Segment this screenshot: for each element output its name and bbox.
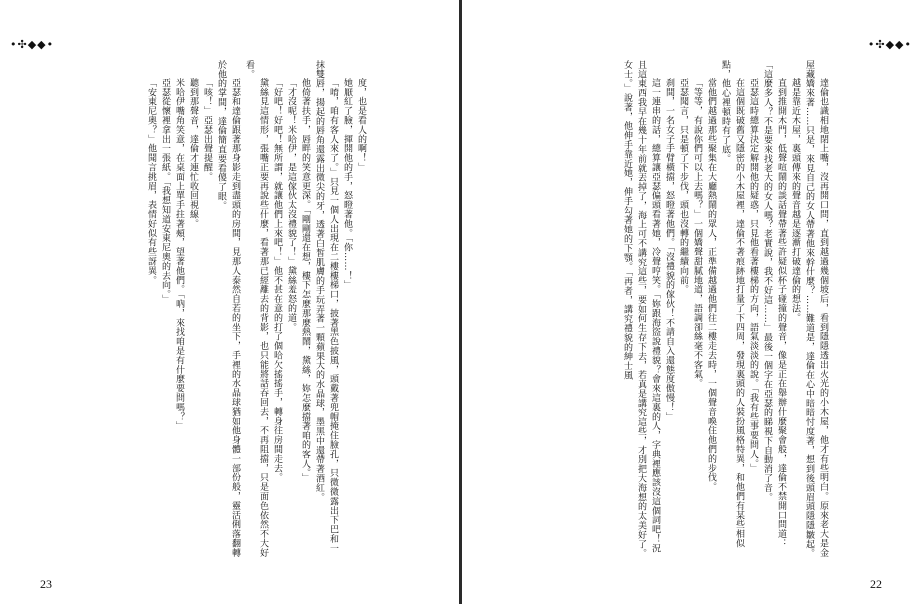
left-page-text (78, 60, 368, 560)
paragraph: 「咳！」亞瑟出聲提醒。 (202, 78, 212, 182)
right-page-text (558, 60, 830, 560)
page-number-right: 22 (870, 577, 882, 591)
paragraph: 「才沒呢！米哈伊，是這傢伙太沒禮貌了！」黛絲羞怒的道。 (286, 78, 296, 332)
paragraph: 達倫也識相地閉上嘴，沒再開口問，直到越過幾個坡后，看到隱隱透出火光的小木屋，他才有些明白。原來老大是金屋藏嬌來著……只是，來見自己的女人帶著他來幹什麼？……難道是，達倫在心中暗暗忖度著，想到後頭眉頭隱隱皺起。 (804, 60, 828, 559)
paragraph: 越是靠近木屋，裏頭傳來的聲音越是逐漸打破達倫的想法。 (790, 78, 800, 323)
paragraph: 她厭紅了臉，揮開他的手，怒瞪著他。「你……！」 (342, 78, 352, 290)
paragraph: 刹間，一名女子手臂橫擋，怒瞪著他們。「沒禮貌的傢伙！不請自入還態度傲慢！」 (664, 78, 674, 422)
paragraph: 「安東尼奧？」他聞言挑眉，表情好似有些訝異。 (146, 78, 156, 285)
paragraph: 在這個既破舊又隱密的小木屋裡，達倫不著痕跡地打量了下四周，發現裏頭的人裝扮風格特異，和他們有某些相似點，他心裡頓時有了底。 (720, 60, 744, 548)
paragraph: 他倚著扶手，唇畔的笑意更深。「剛剛還在想，樓下怎麼那麼熱鬧，黛絲，妳怎麼擋著咱的客人。」 (300, 78, 310, 483)
paragraph: 聽到那聲音，達倫才連忙收回視線。 (188, 78, 198, 229)
paragraph: 米哈伊嘴角笑意，在桌面上單手拄著頰，望著他們。「吶，來找咱是有什麼要問嗎？」 (174, 78, 184, 431)
right-page (462, 0, 922, 604)
paragraph: 亞瑟和達倫跟著那身影走到盡頭的房間，見那人泰然自若的坐下，手裡的水晶球猶如他身體一部份般，靈活俐落翻轉於他的掌間，達倫簡直要看傻了眼。 (216, 60, 240, 558)
right-page-ornament: •✣◆◆• (867, 38, 912, 51)
paragraph: 「唷，咱有客人來了。」只見一個人出現在二樓樓梯口，披著黑色披風，頭戴著兜帽掩住臉孔，只微微露出下巴和一抹雙唇，揚起的唇角還露出微尖的牙，透著白皙肌膚的手玩弄著一顆蘋果大的水晶球，墨黑中還帶著酒紅。 (314, 60, 338, 553)
paragraph: 亞瑟從懷裡拿出一張紙。「我想知道安東尼奧的去向。」 (160, 78, 170, 304)
paragraph: 亞瑟聞言，只是頓了下步伐，頭也沒轉的繼續向前。 (678, 78, 688, 295)
paragraph: 當他們越過那些聚集在大廳熱鬧的眾人，正準備越過他們往二樓走去時，一個聲音喚住他們的步伐。 (706, 78, 716, 492)
paragraph: 亞瑟這時總算決定解開他的疑惑，只見他看著樓梯的方向，語氣淡淡的說。「我有些事要問人。」 (748, 78, 758, 474)
left-page (0, 0, 459, 604)
paragraph: 「好吧！好吧！無所謂，就讓他們上來吧！」他不甚在意的打了個哈欠搖搖手，轉身往房間走去。 (272, 78, 282, 483)
paragraph: 「等等，有說你們可以上去嗎？」一個嬌聲甜膩地道，語調卻絲毫不客氣。 (692, 78, 702, 389)
left-page-ornament: •✣◆◆• (10, 38, 55, 51)
page-number-left: 23 (40, 577, 52, 591)
paragraph: 黛絲見這情形，張嘴正要再說些什麼，看著那已經離去的背影，也只能將話吞回去，不再阻擋，只是面色依然不大好看。 (244, 60, 268, 558)
paragraph: 這一連串的話，總算讓亞瑟偏頭看著她，冷聲哼笑。「妳跟海盜說禮貌？會來這裏的人，字典裡應該沒這個詞吧！況且這東西我早在幾十年前就丟掉了，海上可不講究這些，要如何生存下去，若真是講究這些，才別把大海想的太美好了。女士。」說著，他伸手靠近她，伸手勾著她的下顎。「再者，講究禮貌的紳士風 (622, 60, 660, 559)
paragraph: 度，也是看人的啊！」 (356, 78, 366, 172)
paragraph: 直到推開木門，低聲喧鬧的談話聲帶著些許疑似杯子碰撞的聲音，像是正在舉辦什麼聚會般，達倫不禁開口問道：「這麼多人？不是要來找老大的女人嗎？老實說，我不好這……」最後一個字在亞瑟的睇視下自動消了音。 (762, 60, 786, 548)
